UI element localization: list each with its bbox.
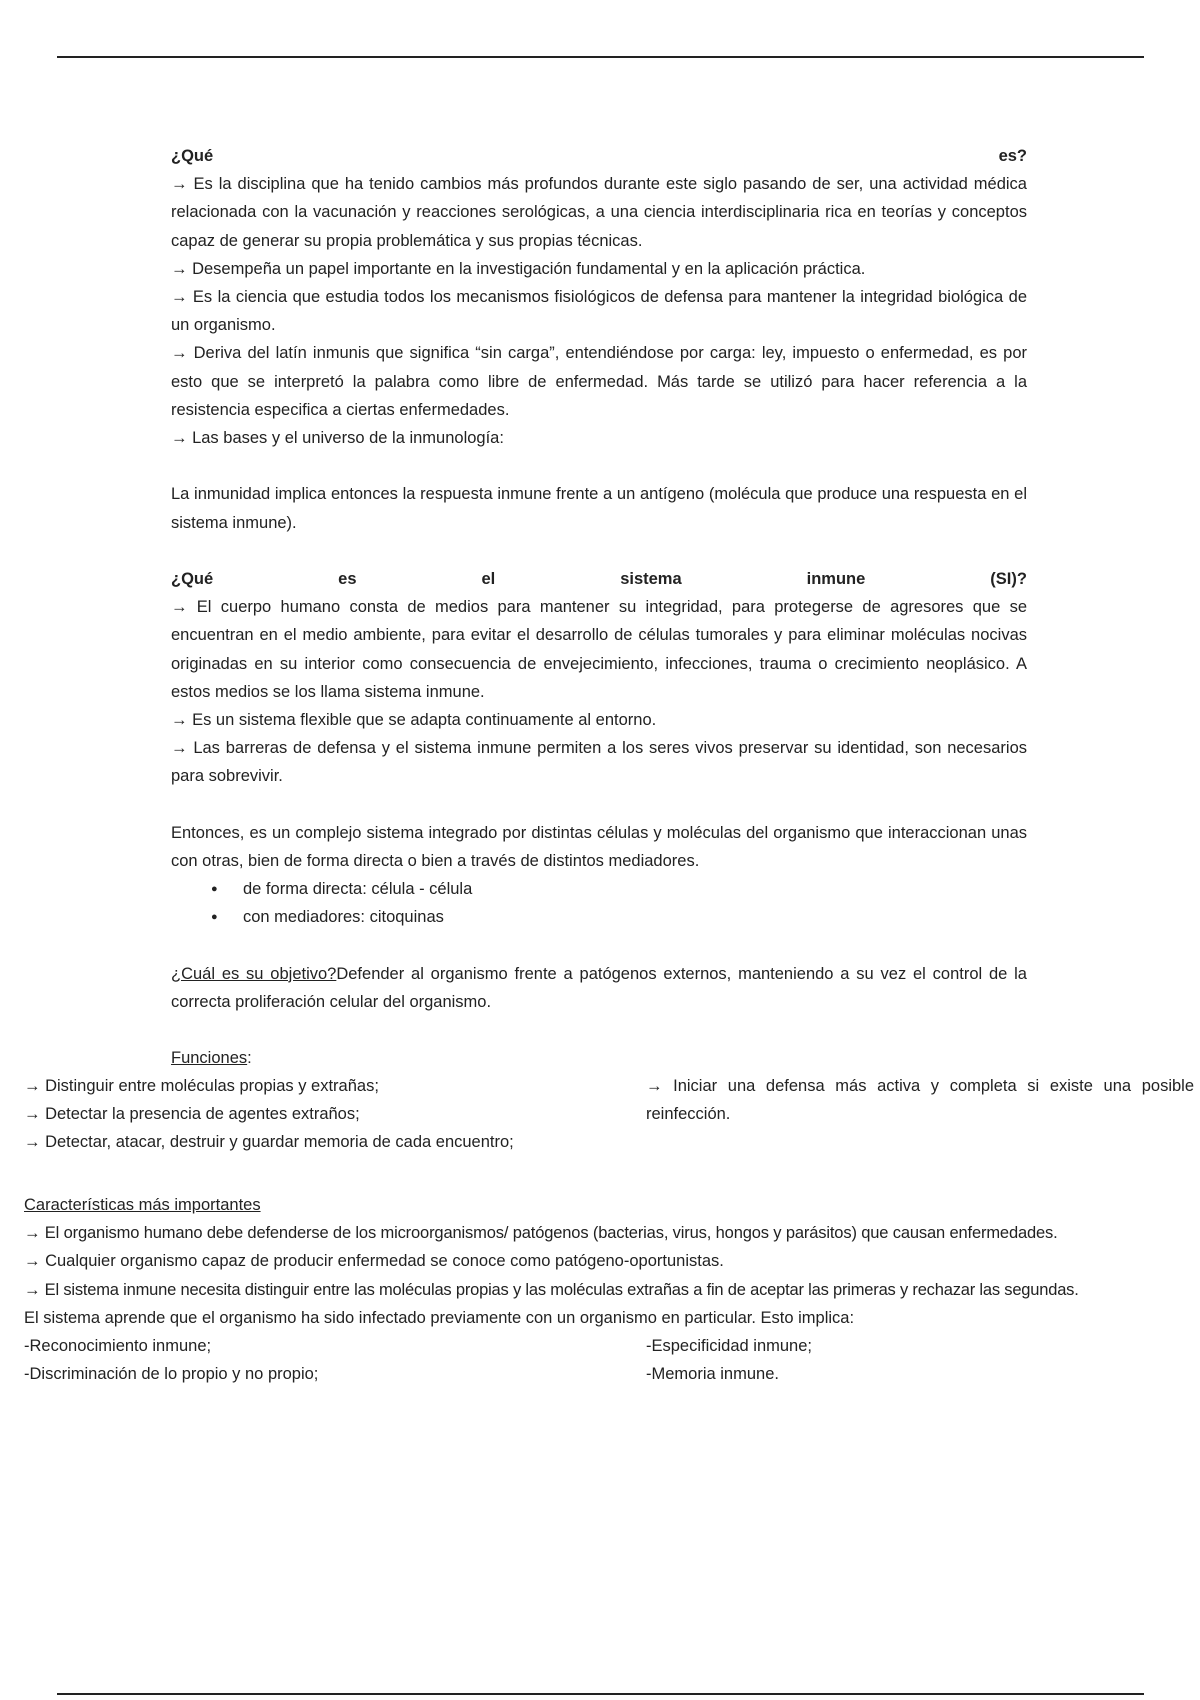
paragraph: → Es la ciencia que estudia todos los mecanismos fisiológicos de defensa para mantener la integridad biológica de un organismo. bbox=[171, 288, 1027, 335]
characteristics-label: Características más importantes bbox=[24, 1196, 261, 1214]
objective-paragraph bbox=[171, 960, 1027, 1016]
implies-left bbox=[24, 1332, 646, 1388]
functions-left bbox=[24, 1072, 646, 1157]
functions-label: Funciones bbox=[171, 1049, 248, 1068]
list-item: -Discriminación de lo propio y no propio; bbox=[24, 1365, 319, 1384]
summary-paragraph: Entonces, es un complejo sistema integrado por distintas células y moléculas del organismo que interaccionan unas con otras, bien de forma directa o bien a través de distintos mediadores. bbox=[171, 823, 1027, 871]
objective-text: Defender al organismo frente a patógenos externos, manteniendo a su vez el control de la correcta proliferación celular del organismo. bbox=[171, 964, 1027, 1012]
paragraph: → Deriva del latín inmunis que significa “sin carga”, entendiéndose por carga: ley, impuesto o enfermedad, es por esto que se interpretó la palabra como libre de enfermedad. Más tarde se utilizó para hacer referencia a la resistencia especifica a ciertas enfermedades. bbox=[171, 344, 1027, 419]
mediator-list bbox=[171, 875, 1027, 931]
list-item: → Cualquier organismo capaz de producir enfermedad se conoce como patógeno-oportunistas. bbox=[24, 1252, 724, 1271]
functions-columns bbox=[24, 1072, 1194, 1157]
title-left: ¿Qué bbox=[171, 147, 214, 165]
list-item: ● con mediadores: citoquinas bbox=[171, 903, 1027, 931]
objective-label: ¿Cuál es su objetivo? bbox=[171, 964, 337, 983]
list-item: -Memoria inmune. bbox=[646, 1365, 779, 1384]
section-immune-system-title bbox=[171, 565, 1027, 593]
list-item: -Especificidad inmune; bbox=[646, 1337, 812, 1356]
title-right: es? bbox=[998, 147, 1027, 165]
functions-heading: Funciones: bbox=[171, 1049, 252, 1068]
title-word: es bbox=[338, 570, 357, 589]
title-word: ¿Qué bbox=[171, 570, 214, 589]
paragraph: → Desempeña un papel importante en la investigación fundamental y en la aplicación práctica. bbox=[171, 259, 866, 278]
list-item: -Reconocimiento inmune; bbox=[24, 1337, 212, 1356]
list-item: → Detectar la presencia de agentes extraños; bbox=[24, 1105, 360, 1124]
functions-right: → Iniciar una defensa más activa y completa si existe una posible reinfección. bbox=[646, 1077, 1194, 1124]
list-item: → Detectar, atacar, destruir y guardar memoria de cada encuentro; bbox=[24, 1133, 514, 1152]
top-rule bbox=[57, 56, 1144, 58]
list-item: → El sistema inmune necesita distinguir entre las moléculas propias y las moléculas extrañas a fin de aceptar las primeras y rechazar las segundas. bbox=[24, 1280, 1079, 1299]
list-item: ● de forma directa: célula - célula bbox=[171, 875, 1027, 903]
title-word: sistema bbox=[620, 570, 682, 589]
immunity-note: La inmunidad implica entonces la respuesta inmune frente a un antígeno (molécula que produce una respuesta en el sistema inmune). bbox=[171, 485, 1027, 532]
paragraph: → Las bases y el universo de la inmunología: bbox=[171, 429, 504, 448]
title-word: el bbox=[481, 570, 496, 589]
list-item: → El organismo humano debe defenderse de los microorganismos/ patógenos (bacterias, virus, hongos y parásitos) que causan enfermedades. bbox=[24, 1224, 1058, 1243]
paragraph: El sistema aprende que el organismo ha sido infectado previamente con un organismo en particular. Esto implica: bbox=[24, 1308, 855, 1327]
implies-right bbox=[646, 1332, 812, 1388]
paragraph: → Es la disciplina que ha tenido cambios más profundos durante este siglo pasando de ser, una actividad médica relacionada con la vacunación y reacciones serológicas, a una ciencia interdisciplinaria rica en teorías y conceptos capaz de generar su propia problemática y sus propias técnicas. bbox=[171, 175, 1027, 250]
paragraph: → El cuerpo humano consta de medios para mantener su integridad, para protegerse de agresores que se encuentran en el medio ambiente, para evitar el desarrollo de células tumorales y para eliminar moléculas nocivas originadas en su interior como consecuencia de envejecimiento, infecciones, trauma o crecimiento neoplásico. A estos medios se los llama sistema inmune. bbox=[171, 598, 1027, 701]
bottom-rule bbox=[57, 1693, 1144, 1695]
paragraph: → Las barreras de defensa y el sistema inmune permiten a los seres vivos preservar su identidad, son necesarios para sobrevivir. bbox=[171, 739, 1027, 786]
title-word: (SI)? bbox=[990, 570, 1027, 589]
section-what-is-title bbox=[171, 142, 1027, 170]
list-item: → Distinguir entre moléculas propias y extrañas; bbox=[24, 1077, 379, 1095]
main-content bbox=[171, 142, 1027, 1073]
title-word: inmune bbox=[806, 570, 866, 589]
characteristics-section bbox=[24, 1191, 1194, 1388]
paragraph: → Es un sistema flexible que se adapta continuamente al entorno. bbox=[171, 711, 657, 730]
